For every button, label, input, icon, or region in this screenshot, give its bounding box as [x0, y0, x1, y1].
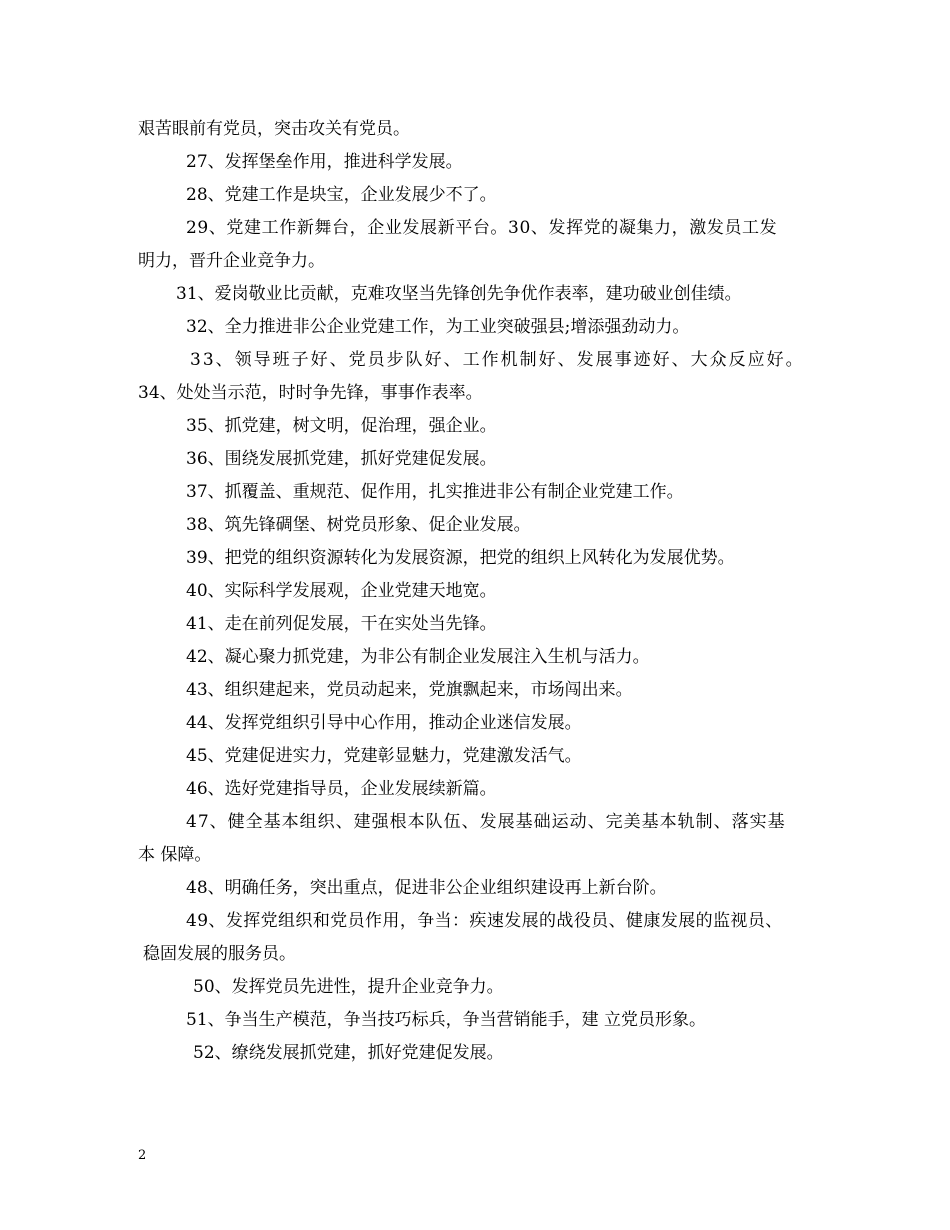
text-line: 38、筑先锋碉堡、树党员形象、促企业发展。: [186, 515, 531, 535]
text-line: 艰苦眼前有党员，突击攻关有党员。: [138, 119, 410, 139]
text-line: 51、争当生产模范，争当技巧标兵，争当营销能手，建 立党员形象。: [186, 1010, 707, 1030]
text-line: 37、抓覆盖、重规范、促作用，扎实推进非公有制企业党建工作。: [186, 482, 684, 502]
text-line: 49、发挥党组织和党员作用，争当：疾速发展的战役员、健康发展的监视员、: [186, 911, 783, 931]
text-line: 28、党建工作是块宝，企业发展少不了。: [186, 185, 497, 205]
text-line: 46、选好党建指导员，企业发展续新篇。: [186, 779, 497, 799]
text-line: 明力，晋升企业竞争力。: [138, 251, 325, 271]
text-line: 本 保障。: [138, 845, 212, 865]
text-line: 42、凝心聚力抓党建，为非公有制企业发展注入生机与活力。: [186, 647, 650, 667]
text-line: 52、缭绕发展抓党建，抓好党建促发展。: [193, 1043, 504, 1063]
text-line: 33、领导班子好、党员步队好、工作机制好、发展事迹好、大众反应好。: [190, 350, 805, 370]
text-line: 32、全力推进非公企业党建工作，为工业突破强县;增添强劲动力。: [186, 317, 690, 337]
text-line: 48、明确任务，突出重点，促进非公企业组织建设再上新台阶。: [186, 878, 667, 898]
text-line: 45、党建促进实力，党建彰显魅力，党建激发活气。: [186, 746, 582, 766]
text-line: 34、处处当示范，时时争先锋，事事作表率。: [138, 383, 483, 403]
text-line: 43、组织建起来，党员动起来，党旗飘起来，市场闯出来。: [186, 680, 633, 700]
text-line: 40、实际科学发展观，企业党建天地宽。: [186, 581, 497, 601]
text-line: 31、爱岗敬业比贡献，克难攻坚当先锋创先争优作表率，建功破业创佳绩。: [176, 284, 742, 304]
page-number: 2: [138, 1148, 147, 1163]
text-line: 47、健全基本组织、建强根本队伍、发展基础运动、完美基本轨制、落实基: [186, 812, 786, 832]
text-line: 41、走在前列促发展，干在实处当先锋。: [186, 614, 497, 634]
text-line: 稳固发展的服务员。: [143, 944, 296, 964]
text-line: 35、抓党建，树文明，促治理，强企业。: [186, 416, 497, 436]
text-line: 29、党建工作新舞台，企业发展新平台。30、发挥党的凝集力，激发员工发: [186, 218, 778, 238]
text-line: 36、围绕发展抓党建，抓好党建促发展。: [186, 449, 497, 469]
text-line: 50、发挥党员先进性，提升企业竞争力。: [193, 977, 504, 997]
text-line: 44、发挥党组织引导中心作用，推动企业迷信发展。: [186, 713, 582, 733]
text-line: 27、发挥堡垒作用，推进科学发展。: [186, 152, 463, 172]
text-line: 39、把党的组织资源转化为发展资源，把党的组织上风转化为发展优势。: [186, 548, 735, 568]
